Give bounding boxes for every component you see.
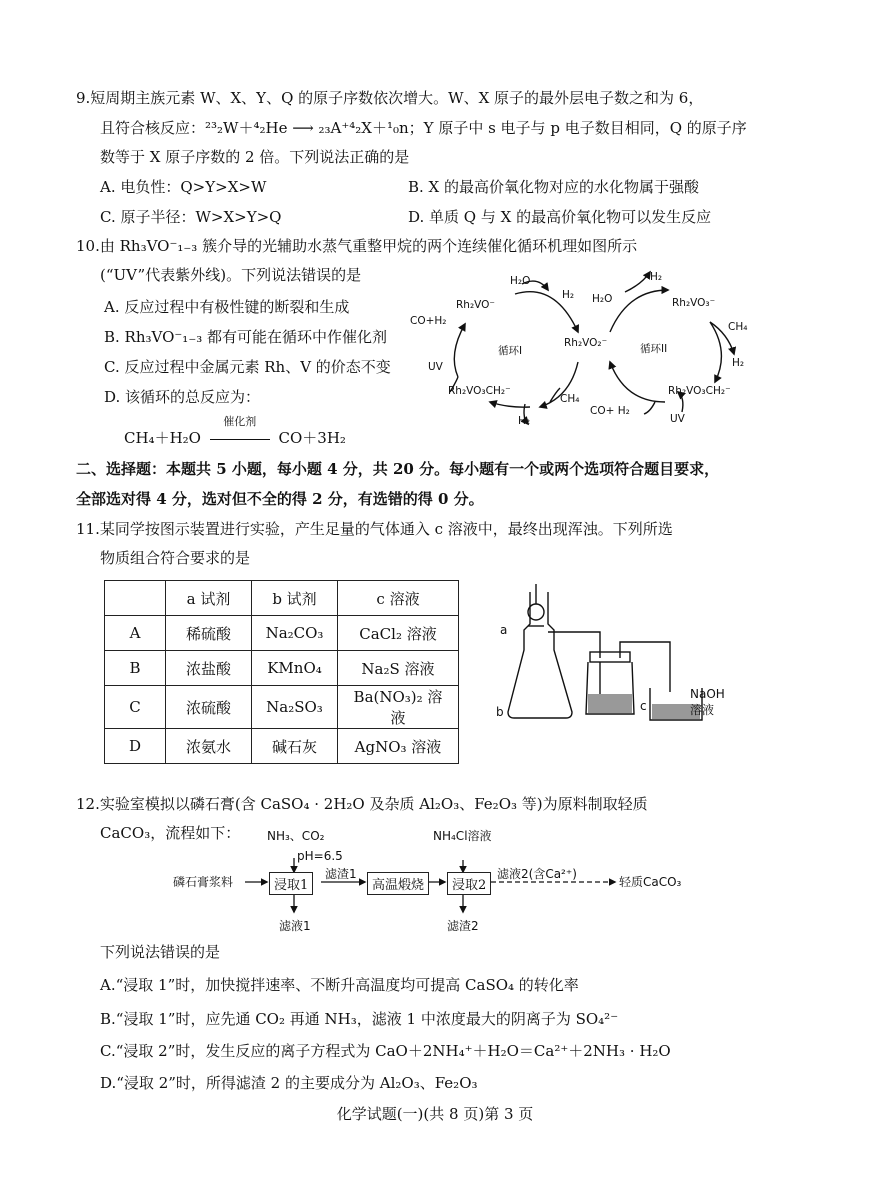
q10-line2: (“UV”代表紫外线)。下列说法错误的是 <box>100 266 362 284</box>
start-material: 磷石膏浆料 <box>173 875 234 889</box>
step-leach1: 浸取1 <box>269 872 313 895</box>
liquid-c <box>588 694 632 713</box>
q11-options-table <box>104 580 459 764</box>
table-row <box>105 616 459 651</box>
q10-option-b: B. Rh₃VO⁻₁₋₃ 都有可能在循环中作催化剂 <box>104 328 388 346</box>
q12-option-b: B.“浸取 1”时，应先通 CO₂ 再通 NH₃，滤液 1 中浓度最大的阴离子为 SO₄²⁻ <box>100 1010 619 1028</box>
label-b: b <box>496 705 504 719</box>
q12-option-a: A.“浸取 1”时，加快搅拌速率、不断升高温度均可提高 CaSO₄ 的转化率 <box>100 976 579 994</box>
label-h2o-top2: H₂O <box>592 293 613 305</box>
q12-line1: 12.实验室模拟以磷石膏(含 CaSO₄ · 2H₂O 及杂质 Al₂O₃、Fe₂O₃ 等)为原料制取轻质 <box>76 795 648 813</box>
label-ch4-right: CH₄ <box>728 321 748 333</box>
header-cell: c 溶液 <box>338 581 459 616</box>
q9-option-d: D. 单质 Q 与 X 的最高价氧化物可以发生反应 <box>408 208 712 226</box>
q12-option-c: C.“浸取 2”时，发生反应的离子方程式为 CaO＋2NH₄⁺＋H₂O＝Ca²⁺＋2NH₃ · H₂O <box>100 1042 671 1060</box>
q9-option-c: C. 原子半径：W>X>Y>Q <box>100 208 282 226</box>
q9-option-b: B. X 的最高价氧化物对应的水化物属于强酸 <box>408 178 700 196</box>
q11-line1: 11.某同学按图示装置进行实验，产生足量的气体通入 c 溶液中，最终出现浑浊。下列所选 <box>76 520 673 538</box>
table-cell: 稀硫酸 <box>166 616 252 651</box>
cycle2-arc-top <box>610 290 668 332</box>
page-footer: 化学试题(一)(共 8 页)第 3 页 <box>336 1105 534 1123</box>
label-solution: 溶液 <box>690 703 715 717</box>
label-uv-left: UV <box>428 361 443 373</box>
label-c: c <box>640 699 647 713</box>
q12-option-d: D.“浸取 2”时，所得滤渣 2 的主要成分为 Al₂O₃、Fe₂O₃ <box>100 1074 478 1092</box>
apparatus-diagram <box>490 582 740 732</box>
label-h2-top2: H₂ <box>650 271 663 283</box>
step-calcine: 高温煅烧 <box>367 872 429 895</box>
label-uv-bottom: UV <box>670 413 685 425</box>
q10-line1: 10.由 Rh₃VO⁻₁₋₃ 簇介导的光辅助水蒸气重整甲烷的两个连续催化循环机理如图所示 <box>76 237 638 255</box>
table-cell: Na₂S 溶液 <box>338 651 459 686</box>
section2-line1: 二、选择题：本题共 5 小题，每小题 4 分，共 20 分。每小题有一个或两个选项符合题目要求， <box>76 460 720 478</box>
table-cell: B <box>105 651 166 686</box>
label-rh2vo: Rh₂VO⁻ <box>456 299 495 311</box>
label-h2-right: H₂ <box>732 357 745 369</box>
label-rh2vo3: Rh₂VO₃⁻ <box>672 297 716 309</box>
q12-line2: CaCO₃，流程如下： <box>100 824 241 842</box>
table-cell: 浓盐酸 <box>166 651 252 686</box>
label-naoh: NaOH <box>690 687 725 701</box>
table-cell: KMnO₄ <box>252 651 338 686</box>
header-cell <box>105 581 166 616</box>
cycle2-arc-bottom <box>610 362 665 402</box>
q10-equation <box>124 415 346 448</box>
equation-left: CH₄＋H₂O <box>124 429 201 447</box>
table-cell: 浓氨水 <box>166 729 252 764</box>
label-h2o-top: H₂O <box>510 275 531 287</box>
table-cell: AgNO₃ 溶液 <box>338 729 459 764</box>
equation-right: CO＋3H₂ <box>278 429 346 447</box>
catalyst-arrow <box>209 415 271 448</box>
flask-b <box>508 592 572 718</box>
label-rh2vo3ch2-left: Rh₂VO₃CH₂⁻ <box>448 385 511 397</box>
step-leach2: 浸取2 <box>447 872 491 895</box>
q9-line1: 9.短周期主族元素 W、X、Y、Q 的原子序数依次增大。W、X 原子的最外层电子数之和为 6， <box>76 89 704 107</box>
q9-option-a: A. 电负性：Q>Y>X>W <box>100 178 267 196</box>
reagent-nh4cl: NH₄Cl溶液 <box>433 829 492 843</box>
label-cycle1: 循环I <box>498 345 523 357</box>
table-row <box>105 729 459 764</box>
product-label: 轻质CaCO₃ <box>619 875 682 889</box>
label-co-h2-bottom: CO+ H₂ <box>590 405 630 417</box>
table-cell: C <box>105 686 166 729</box>
table-cell: 浓硫酸 <box>166 686 252 729</box>
table-cell: D <box>105 729 166 764</box>
ph-label: pH=6.5 <box>297 849 343 863</box>
q11-line2: 物质组合符合要求的是 <box>100 549 251 567</box>
catalyst-label: 催化剂 <box>223 415 257 428</box>
bottle-stopper <box>590 652 630 662</box>
table-cell: CaCl₂ 溶液 <box>338 616 459 651</box>
table-cell: Na₂SO₃ <box>252 686 338 729</box>
q10-option-d: D. 该循环的总反应为： <box>104 388 261 406</box>
label-ch4-bottom: CH₄ <box>560 393 580 405</box>
flow-chart <box>173 829 735 940</box>
q12-prompt: 下列说法错误的是 <box>100 943 221 961</box>
table-row <box>105 686 459 729</box>
residue2-label: 滤渣2 <box>447 919 479 933</box>
table-cell: Na₂CO₃ <box>252 616 338 651</box>
label-a: a <box>500 623 508 637</box>
residue1-label: 滤渣1 <box>325 867 357 881</box>
filtrate2-label: 滤液2(含Ca²⁺) <box>497 867 577 881</box>
table-cell: 碱石灰 <box>252 729 338 764</box>
label-h2-top1: H₂ <box>562 289 575 301</box>
table-cell: Ba(NO₃)₂ 溶液 <box>338 686 459 729</box>
tube-2 <box>620 642 670 692</box>
section2-line2: 全部选对得 4 分，选对但不全的得 2 分，有选错的得 0 分。 <box>76 490 484 508</box>
label-co-h2-left: CO+H₂ <box>410 315 447 327</box>
table-cell: A <box>105 616 166 651</box>
label-center-rh2vo2: Rh₂VO₂⁻ <box>564 337 608 349</box>
header-cell: b 试剂 <box>252 581 338 616</box>
q10-option-a: A. 反应过程中有极性键的断裂和生成 <box>104 298 350 316</box>
reagent-nh3-co2: NH₃、CO₂ <box>267 829 325 843</box>
label-h2-bottom1: H₂ <box>518 415 531 427</box>
q10-option-c: C. 反应过程中金属元素 Rh、V 的价态不变 <box>104 358 391 376</box>
header-cell: a 试剂 <box>166 581 252 616</box>
q9-line2: 且符合核反应：²³₂W＋⁴₂He ⟶ ₂₃A⁺⁴₂X＋¹₀n；Y 原子中 s 电子与 p 电子数目相同，Q 的原子序 <box>100 119 747 137</box>
q9-line3: 数等于 X 原子序数的 2 倍。下列说法正确的是 <box>100 148 410 166</box>
cycle2-arc-right <box>710 322 721 382</box>
cycle1-arc-left <box>454 324 465 377</box>
catalytic-cycle-diagram <box>410 262 780 434</box>
table-row <box>105 651 459 686</box>
label-rh2vo3ch2-right: Rh₂VO₃CH₂⁻ <box>668 385 731 397</box>
table-header-row <box>105 581 459 616</box>
label-cycle2: 循环II <box>640 343 668 355</box>
filtrate1-label: 滤液1 <box>279 919 311 933</box>
